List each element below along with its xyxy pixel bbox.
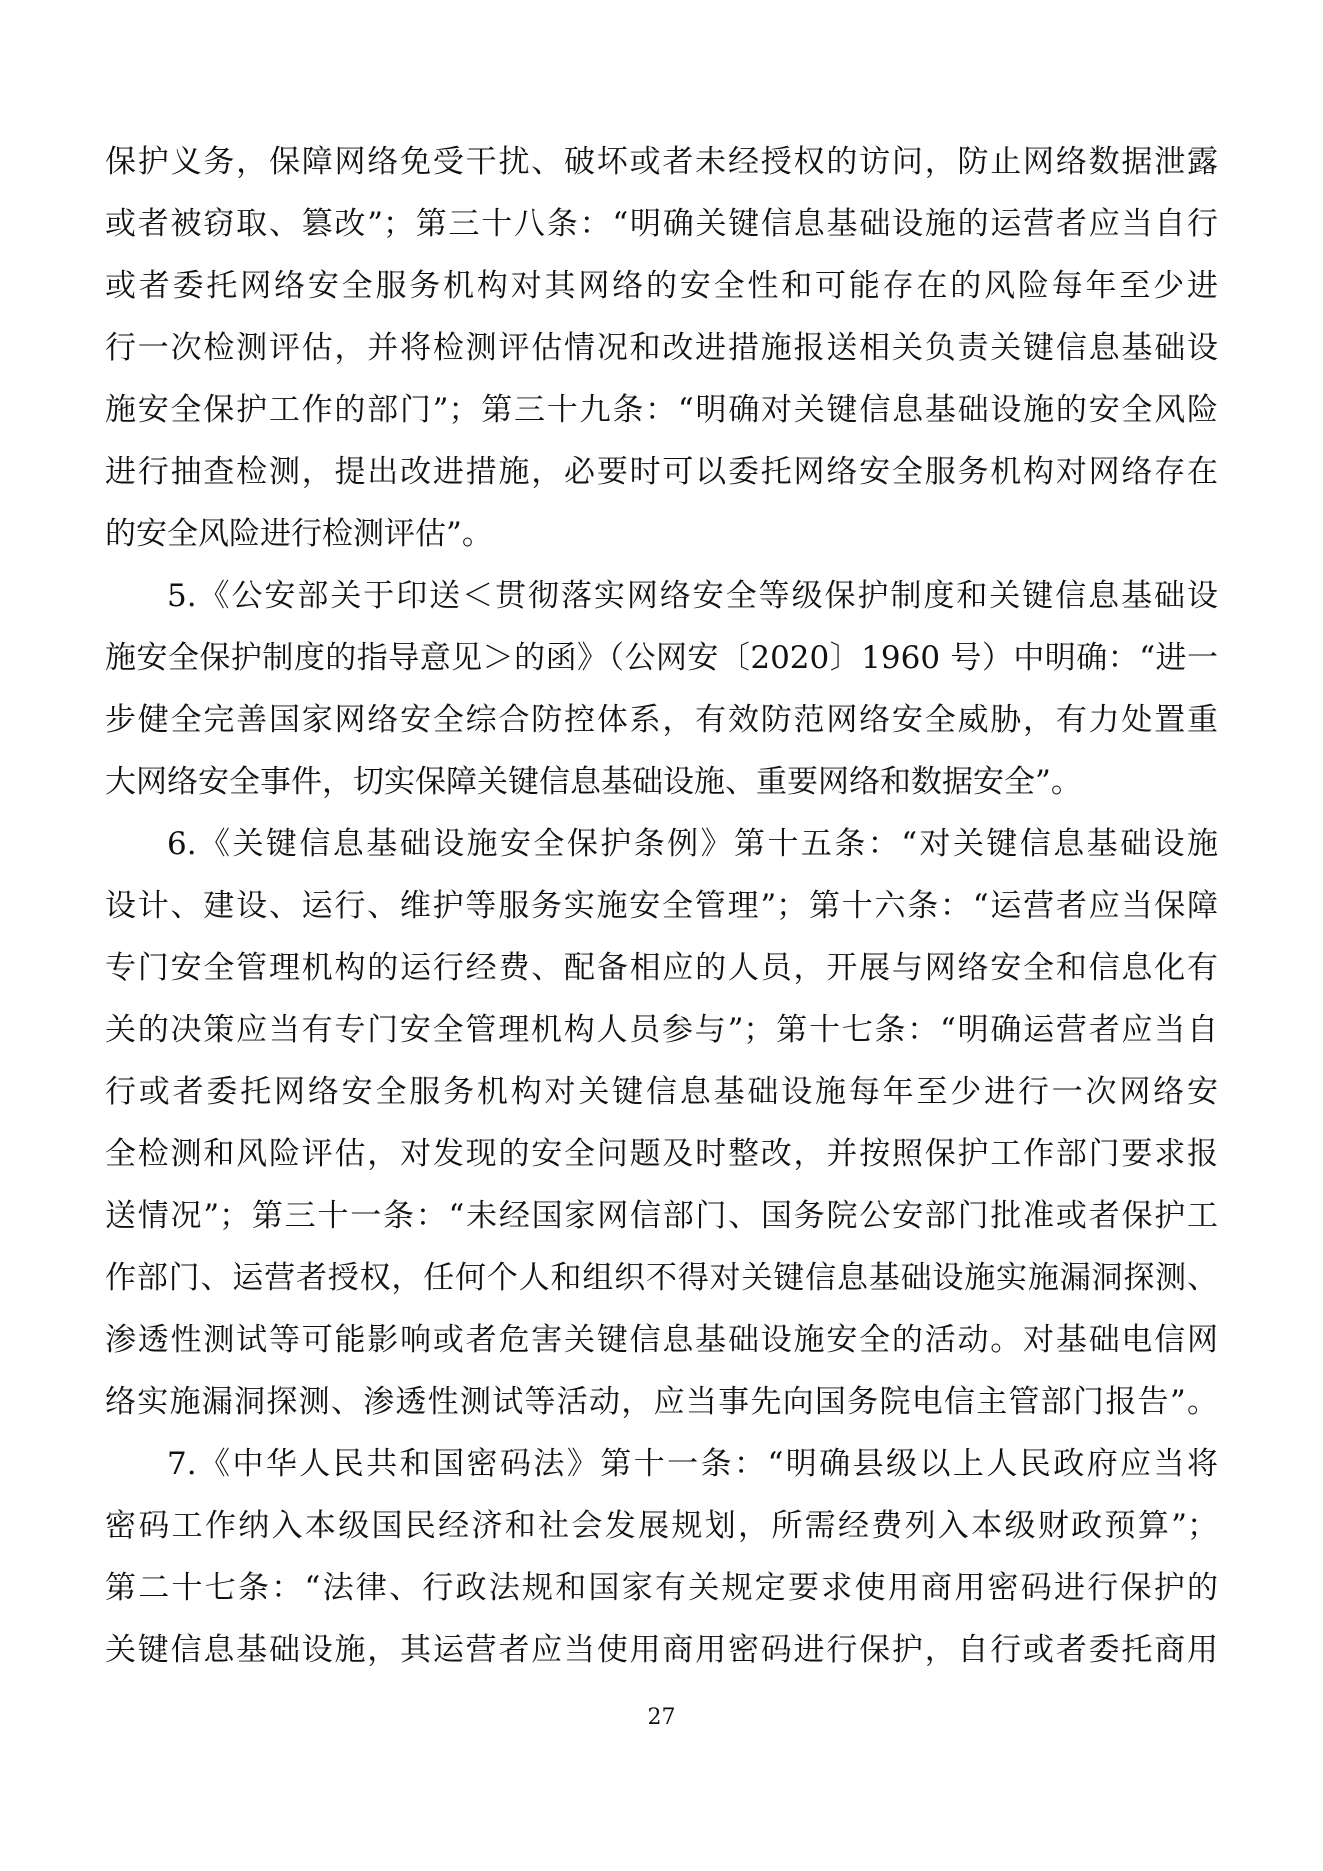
text-line: 全检测和风险评估，对发现的安全问题及时整改，并按照保护工作部门要求报 [105,1136,1218,1172]
text-line: 大网络安全事件，切实保障关键信息基础设施、重要网络和数据安全”。 [105,764,1082,800]
text-line: 设计、建设、运行、维护等服务实施安全管理”；第十六条：“运营者应当保障 [105,888,1218,924]
text-line: 络实施漏洞探测、渗透性测试等活动，应当事先向国务院电信主管部门报告”。 [105,1384,1218,1420]
text-line: 进行抽查检测，提出改进措施，必要时可以委托网络安全服务机构对网络存在 [105,454,1218,490]
page-number: 27 [647,1705,676,1730]
text-line: 行一次检测评估，并将检测评估情况和改进措施报送相关负责关键信息基础设 [105,330,1218,366]
text-line: 或者被窃取、篡改”；第三十八条：“明确关键信息基础设施的运营者应当自行 [105,206,1218,242]
text-line: 关的决策应当有专门安全管理机构人员参与”；第十七条：“明确运营者应当自 [105,1012,1218,1048]
text-line-paragraph-start: 5.《公安部关于印送＜贯彻落实网络安全等级保护制度和关键信息基础设 [167,578,1218,614]
text-line: 施安全保护工作的部门”；第三十九条：“明确对关键信息基础设施的安全风险 [105,392,1218,428]
text-line: 关键信息基础设施，其运营者应当使用商用密码进行保护，自行或者委托商用 [105,1632,1218,1668]
text-line: 行或者委托网络安全服务机构对关键信息基础设施每年至少进行一次网络安 [105,1074,1218,1110]
text-line: 的安全风险进行检测评估”。 [105,516,493,552]
text-line: 施安全保护制度的指导意见＞的函》（公网安〔2020〕1960 号）中明确：“进一 [105,640,1218,676]
text-line: 步健全完善国家网络安全综合防控体系，有效防范网络安全威胁，有力处置重 [105,702,1218,738]
text-line: 保护义务，保障网络免受干扰、破坏或者未经授权的访问，防止网络数据泄露 [105,144,1218,180]
text-line-paragraph-start: 6.《关键信息基础设施安全保护条例》第十五条：“对关键信息基础设施 [167,826,1218,862]
text-line: 第二十七条：“法律、行政法规和国家有关规定要求使用商用密码进行保护的 [105,1570,1218,1606]
text-line: 渗透性测试等可能影响或者危害关键信息基础设施安全的活动。对基础电信网 [105,1322,1218,1358]
text-line: 送情况”；第三十一条：“未经国家网信部门、国务院公安部门批准或者保护工 [105,1198,1218,1234]
text-line: 或者委托网络安全服务机构对其网络的安全性和可能存在的风险每年至少进 [105,268,1218,304]
text-line: 专门安全管理机构的运行经费、配备相应的人员，开展与网络安全和信息化有 [105,950,1218,986]
text-line-paragraph-start: 7.《中华人民共和国密码法》第十一条：“明确县级以上人民政府应当将 [167,1446,1218,1482]
text-line: 作部门、运营者授权，任何个人和组织不得对关键信息基础设施实施漏洞探测、 [105,1260,1218,1296]
text-line: 密码工作纳入本级国民经济和社会发展规划，所需经费列入本级财政预算”； [105,1508,1218,1544]
body-text [105,131,1218,1681]
